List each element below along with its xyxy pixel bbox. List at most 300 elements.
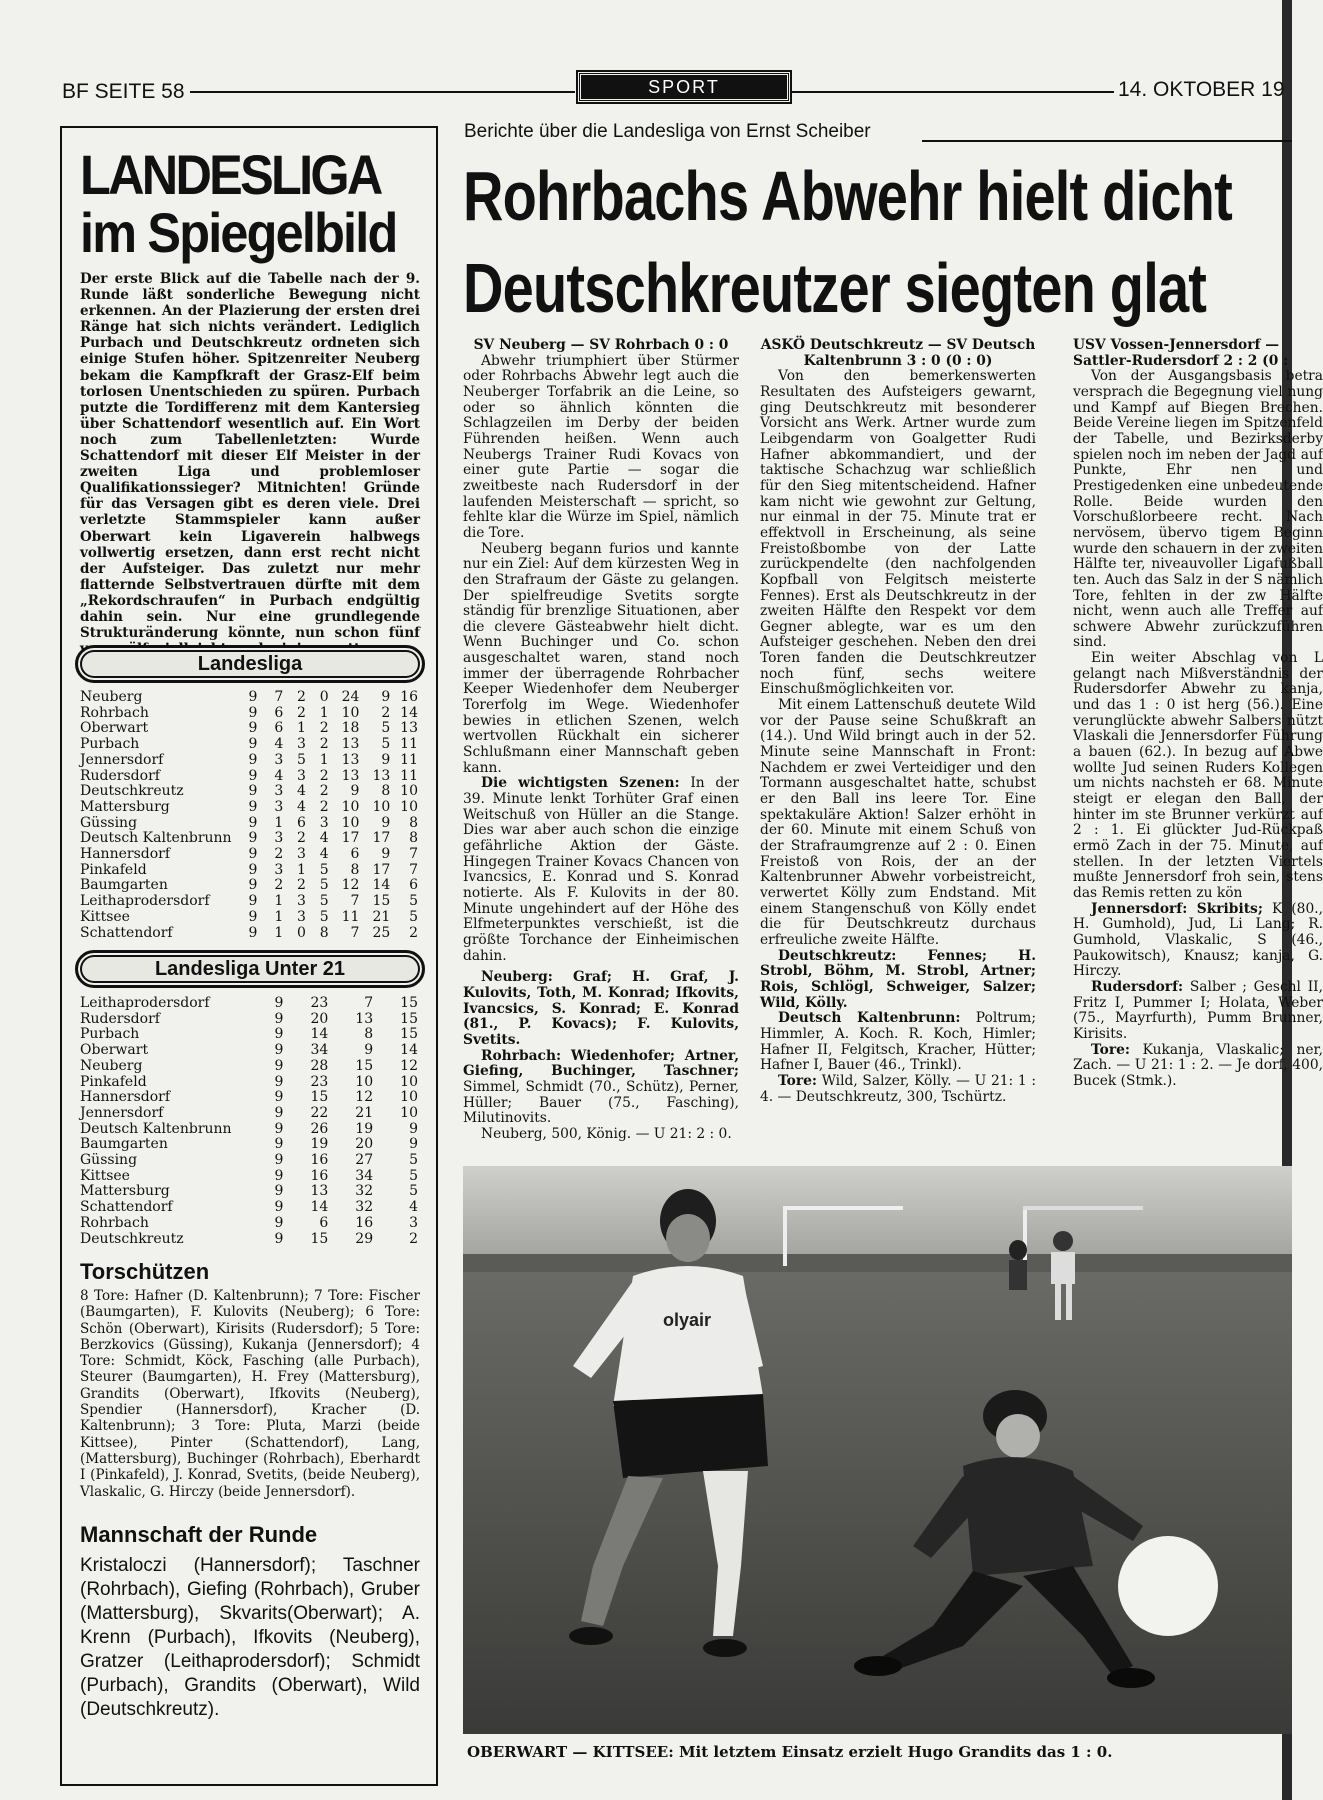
- table-cell: 5: [381, 720, 391, 737]
- table-row: [80, 753, 418, 769]
- table-cell: 9: [274, 1136, 284, 1153]
- scorers-list: 8 Tore: Hafner (D. Kaltenbrunn); 7 Tore: Fischer (Baumgarten), F. Kulovits (Neuberg); 6 Tore: Schön (Oberwart), Kirisits (Rudersdorf); 5 Tore: Berzkovics (Güssing), Kukanja (Jennersdorf); 4 Tore: Schmidt, Köck, Fasching (alle Purbach), Steurer (Baumgarten), H. Frey (Mattersburg), Grandits (Oberwart), Ifkovits (Neuberg), Spendier (Hannersdorf), Kracher (D. Kaltenbrunn); 3 Tore: Pluta, Marzi (beide Kittsee), Pinter (Schattendorf), Lang, (Mattersburg), Buchinger (Rohrbach), Eberhardt I (Pinkafeld), J. Konrad, Svetits, (beide Neuberg), Vlaskalic, G. Hirczy (beide Jennersdorf).: [80, 1288, 420, 1500]
- table-cell: 9: [248, 861, 258, 878]
- table-row: [80, 769, 418, 785]
- team-name: Jennersdorf: [80, 751, 164, 768]
- team-name: Purbach: [80, 1026, 140, 1043]
- table-cell: 9: [248, 689, 258, 705]
- table-cell: 1: [319, 704, 329, 721]
- table-row: [80, 1200, 418, 1216]
- table-cell: 2: [297, 689, 306, 705]
- sidebar-title-line1: LANDESLIGA: [80, 143, 381, 206]
- table-row: [80, 926, 418, 942]
- table-cell: 9: [274, 1230, 284, 1247]
- table-cell: 10: [400, 783, 418, 800]
- table-cell: 10: [341, 798, 360, 815]
- table-cell: 4: [409, 1199, 418, 1216]
- team-name: Leithaprodersdorf: [80, 893, 210, 910]
- table-cell: 4: [274, 767, 284, 784]
- table-cell: 5: [409, 908, 418, 925]
- table-cell: 1: [274, 893, 284, 910]
- table-cell: 8: [381, 783, 391, 800]
- table-cell: 9: [248, 736, 258, 753]
- table-cell: 3: [274, 783, 284, 800]
- table-cell: 5: [409, 1152, 418, 1169]
- table-cell: 1: [274, 908, 284, 925]
- team-of-round-title: Mannschaft der Runde: [80, 1522, 318, 1547]
- table-row: [80, 1043, 418, 1059]
- table-cell: 15: [400, 1026, 418, 1043]
- table-cell: 9: [409, 1120, 418, 1137]
- table-cell: 17: [372, 830, 391, 847]
- table-cell: 5: [319, 877, 329, 894]
- match-footer: [760, 1074, 1036, 1105]
- goals-label: Tore:: [778, 1072, 818, 1089]
- table-cell: 13: [341, 751, 360, 768]
- table-cell: 9: [350, 783, 360, 800]
- table-cell: 15: [400, 995, 418, 1011]
- table-cell: 11: [400, 751, 418, 768]
- table-cell: 16: [355, 1214, 374, 1231]
- table-cell: 13: [355, 1010, 374, 1027]
- table-row: [80, 847, 418, 863]
- table-cell: 3: [297, 893, 306, 910]
- table-cell: 14: [310, 1026, 329, 1043]
- photo-caption: OBERWART — KITTSEE: Mit letztem Einsatz erzielt Hugo Grandits das 1 : 0.: [467, 1743, 1113, 1761]
- table-row: [80, 706, 418, 722]
- table-cell: 4: [297, 783, 306, 800]
- table-cell: 10: [400, 1089, 418, 1106]
- table-cell: 10: [341, 704, 360, 721]
- table-cell: 20: [355, 1136, 374, 1153]
- table-cell: 0: [319, 689, 329, 705]
- table-cell: 9: [248, 814, 258, 831]
- table-cell: 5: [319, 908, 329, 925]
- match-photo: [463, 1166, 1292, 1734]
- table-cell: 15: [310, 1230, 329, 1247]
- table-row: [80, 831, 418, 847]
- table-cell: 9: [274, 1183, 284, 1200]
- table-cell: 9: [274, 1167, 284, 1184]
- lineup-text: Poltrum; Himmler, A. Koch. R. Koch, Himler; Hafner II, Felgitsch, Kracher, Hütter; Hafner I, Bauer (46., Trinkl).: [760, 1010, 1036, 1074]
- table-row: [80, 721, 418, 737]
- team-name: Deutschkreutz: [80, 783, 184, 800]
- table-cell: 2: [274, 846, 284, 863]
- table-row: [80, 784, 418, 800]
- table-cell: 1: [297, 720, 306, 737]
- table-row: [80, 1012, 418, 1028]
- match-footer: Neuberg, 500, König. — U 21: 2 : 0.: [481, 1125, 732, 1142]
- table-cell: 9: [381, 846, 391, 863]
- team-name: Schattendorf: [80, 924, 173, 941]
- table-cell: 12: [341, 877, 360, 894]
- table-cell: 4: [319, 830, 329, 847]
- team-name: Baumgarten: [80, 1136, 168, 1153]
- table-cell: 28: [310, 1057, 329, 1074]
- table-cell: 3: [274, 861, 284, 878]
- team-name: Kittsee: [80, 1167, 130, 1184]
- table-cell: 9: [274, 1026, 284, 1043]
- table-cell: 9: [248, 783, 258, 800]
- team-name: Rudersdorf: [80, 767, 160, 784]
- table-cell: 8: [319, 924, 329, 941]
- paragraph: Mit einem Lattenschuß deutete Wild vor der Pause seine Schußkraft an (14.). Und Wild bringt auch in der 52. Minute seine Mannschaft in Front: Nachdem er zwei Verteidiger und den Tormann ausgeschaltet hatte, schubst er den Ball ins leere Tor. Eine spektakuläre Aktion! Salzer erhöht in der 60. Minute mit einem Schuß von der Strafraumgrenze auf 2 : 0. Einen Freistoß von Rois, der an der Kaltenbrunner Abwehr vorbeistreicht, verwertet Kölly zum Endstand. Mit einem Stangenschuß von Kölly endet die für Deutschkreutz durchaus erfreuliche zweite Hälfte.: [760, 697, 1036, 948]
- table-cell: 16: [400, 689, 418, 705]
- table-row: [80, 1169, 418, 1185]
- table-cell: 19: [310, 1136, 329, 1153]
- table-cell: 18: [341, 720, 360, 737]
- table-cell: 9: [274, 1089, 284, 1106]
- match-title: USV Vossen-Jennersdorf — Sattler-Rudersdorf 2 : 2 (0 :: [1073, 337, 1289, 369]
- table-cell: 11: [400, 767, 418, 784]
- table-row: [80, 894, 418, 910]
- table-cell: 13: [372, 767, 391, 784]
- team-name: Deutsch Kaltenbrunn: [80, 1120, 232, 1137]
- table-cell: 14: [310, 1199, 329, 1216]
- table-row: [80, 1232, 418, 1248]
- table-cell: 4: [319, 846, 329, 863]
- table-cell: 14: [372, 877, 391, 894]
- table-row: [80, 1122, 418, 1138]
- team-name: Leithaprodersdorf: [80, 995, 210, 1011]
- team-name: Rohrbach: [80, 1214, 149, 1231]
- table-cell: 9: [248, 893, 258, 910]
- table-cell: 9: [274, 1010, 284, 1027]
- table-cell: 3: [409, 1214, 418, 1231]
- issue-date: 14. OKTOBER 19: [1118, 78, 1285, 101]
- scorers-title: Torschützen: [80, 1259, 210, 1284]
- goals-text: Kukanja, Vlaskalic; ner, Zach. — U 21: 1 : 2. — Je dorf, 400, Bucek (Stmk.).: [1073, 1041, 1323, 1089]
- page-number: BF SEITE 58: [62, 80, 185, 103]
- table-cell: 4: [274, 736, 284, 753]
- team-of-round: Kristaloczi (Hannersdorf); Taschner (Rohrbach), Giefing (Rohrbach), Gruber (Mattersburg), Skvarits(Oberwart); A. Krenn (Purbach), Ifkovits (Neuberg), Gratzer (Leithaprodersdorf); Schmidt (Purbach), Grandits (Oberwart), Wild (Deutschkreutz).: [80, 1555, 420, 1720]
- match-title: SV Neuberg — SV Rohrbach 0 : 0: [473, 337, 729, 353]
- table-cell: 23: [310, 995, 329, 1011]
- table-cell: 5: [409, 893, 418, 910]
- team-name: Hannersdorf: [80, 1089, 171, 1106]
- table-cell: 15: [400, 1010, 418, 1027]
- u21-table: [80, 996, 418, 1247]
- table-cell: 9: [248, 704, 258, 721]
- lineup-jennersdorf: [1073, 902, 1323, 980]
- table-cell: 15: [372, 893, 391, 910]
- sidebar-intro: Der erste Blick auf die Tabelle nach der 9. Runde läßt sonderliche Bewegung nicht erkennen. An der Plazierung der ersten drei Ränge hat sich nichts verändert. Lediglich Purbach und Deutschkreutz ordneten sich einige Stufen höher. Spitzenreiter Neuberg bekam die Kampfkraft der Grasz-Elf beim torlosen Unentschieden zu spüren. Purbach putzte die Tordifferenz mit dem Kantersieg über Schattendorf wesentlich auf. Ein Wort noch zum Tabellenletzten: Wurde Schattendorf mit dieser Elf Meister in der zweiten Liga und problemloser Qualifikationssieger? Mitnichten! Gründe für das Versagen gibt es deren viele. Drei verletzte Stammspieler kann außer Oberwart kein Ligaverein halbwegs vollwertig ersetzen, dann erst recht nicht der Aufsteiger. Das zuletzt nur mehr flatternde Selbstvertrauen dürfte mit dem „Rekordschraufen“ in Purbach endgültig dahin sein. Nur eine grundlegende Strukturänderung könnte, nun schon fünf: [80, 271, 420, 642]
- table-row: [80, 1075, 418, 1091]
- table-cell: 2: [319, 783, 329, 800]
- team-name: Rudersdorf: [80, 1010, 160, 1027]
- table-cell: 6: [274, 720, 284, 737]
- table-cell: 11: [341, 908, 360, 925]
- table-cell: 1: [274, 924, 284, 941]
- table-cell: 9: [381, 751, 391, 768]
- team-name: Neuberg: [80, 689, 143, 705]
- team-name: Oberwart: [80, 720, 149, 737]
- table-cell: 9: [248, 798, 258, 815]
- table-cell: 9: [248, 877, 258, 894]
- table-cell: 8: [350, 861, 360, 878]
- paragraph: Abwehr triumphiert über Stürmer oder Rohrbachs Abwehr legt auch die Neuberger Torfabrik an die Leine, so oder so ähnlich könnten die Schlagzeilen im Derby der beiden Führenden heißen. Wenn auch Neubergs Trainer Rudi Kovacs von einer gute Partie — sogar die zweitbeste nach Rudersdorf in der laufenden Meisterschaft — spricht, so fehlte klar die Würze im Spiel, nämlich die Tore.: [463, 352, 739, 541]
- table-cell: 3: [274, 798, 284, 815]
- shirt-sponsor: olyair: [663, 1310, 712, 1330]
- league-table-title: Landesliga: [75, 645, 425, 683]
- match-photo-illustration: [463, 1166, 1292, 1734]
- table-cell: 9: [248, 720, 258, 737]
- headline-line2: Deutschkreutzer siegten glat: [463, 249, 1207, 327]
- table-cell: 8: [409, 830, 418, 847]
- table-cell: 9: [248, 767, 258, 784]
- table-cell: 27: [355, 1152, 374, 1169]
- table-cell: 29: [355, 1230, 374, 1247]
- table-cell: 2: [381, 704, 391, 721]
- table-row: [80, 1090, 418, 1106]
- table-cell: 10: [400, 798, 418, 815]
- table-cell: 8: [364, 1026, 374, 1043]
- table-row: [80, 863, 418, 879]
- table-cell: 7: [409, 861, 418, 878]
- table-cell: 21: [372, 908, 391, 925]
- goals-label: Tore:: [1091, 1041, 1131, 1058]
- table-cell: 19: [355, 1120, 374, 1137]
- table-cell: 9: [409, 1136, 418, 1153]
- paragraph: [463, 776, 739, 964]
- table-cell: 3: [297, 846, 306, 863]
- table-cell: 9: [274, 1199, 284, 1216]
- table-cell: 9: [274, 1120, 284, 1137]
- table-cell: 34: [310, 1042, 329, 1059]
- table-row: [80, 737, 418, 753]
- table-row: [80, 1137, 418, 1153]
- table-cell: 22: [310, 1104, 329, 1121]
- table-cell: 9: [274, 1042, 284, 1059]
- lineup-deutschkreutz: Deutschkreutz: Fennes; H. Strobl, Böhm, M. Strobl, Artner; Rois, Schlögl, Schweiger, Salzer; Wild, Kölly.: [760, 947, 1036, 1011]
- article-deutschkreutz-kaltenbrunn: [760, 338, 1036, 1105]
- table-cell: 4: [297, 798, 306, 815]
- team-name: Jennersdorf: [80, 1104, 164, 1121]
- table-row: [80, 690, 418, 706]
- table-cell: 1: [319, 751, 329, 768]
- paragraph: Von den bemerkenswerten Resultaten des Aufsteigers gewarnt, ging Deutschkreutz mit besonderer Vorsicht ans Werk. Artner wurde zum Leibgendarm von Goalgetter Rudi Hafner abkommandiert, und der taktische Schachzug war schließlich für den Sieg mitentscheidend. Hafner kam nicht wie gewohnt zur Geltung, nur einmal in der 75. Minute trat er effektvoll in Erscheinung, als seine Freistoßbombe von der Latte zurückpendelte (den nachfolgenden Kopfball von Felgitsch meisterte Fennes). Erst als Deutschkreutz in der zweiten Hälfte den Respekt vor dem Gegner ablegte, war es um den Aufsteiger geschehen. Neben den drei Toren fanden die Deutschkreutzer noch fünf, sechs weitere Einschußmöglichkeiten vor.: [760, 368, 1036, 698]
- table-cell: 3: [297, 908, 306, 925]
- team-name: Pinkafeld: [80, 1073, 147, 1090]
- team-name: Kittsee: [80, 908, 130, 925]
- table-row: [80, 1184, 418, 1200]
- table-cell: 15: [355, 1057, 374, 1074]
- table-cell: 6: [297, 814, 306, 831]
- table-cell: 24: [341, 689, 360, 705]
- table-cell: 9: [381, 689, 391, 705]
- lineup-text: Salber ; Geschl II, Fritz I, Pummer I; Holata, Weber (75., Mayrfurth), Pumm Brunner, Kirisits.: [1073, 978, 1323, 1042]
- paragraph: Von der Ausgangsbasis betra versprach die Begegnung viel nung und Kampf auf Biegen Brechen. Beide Vereine liegen im Spitzenfeld der Tabelle, und Bezirksderby spielen noch im neben der Jagd auf Punkte, Ehr nen und Prestigedenken eine unbedeutende Rolle. Beide wurden den Vorschußlorbeere recht. Nach nervösem, übervo tigem Beginn wurde den schauern in der zweiten Hälfte ter, niveauvoller Ligafußball ten. Auch das Salz in der S nämlich Tore, fehlten in der zw Hälfte nicht, wenn auch alle Treffer auf schwere Abwehr zurückzuführen sind.: [1073, 368, 1323, 651]
- table-cell: 2: [297, 877, 306, 894]
- table-cell: 9: [248, 830, 258, 847]
- header-rule-right: [792, 91, 1114, 93]
- table-cell: 6: [274, 704, 284, 721]
- lineup-label: Deutsch Kaltenbrunn:: [778, 1010, 961, 1027]
- table-cell: 10: [355, 1073, 374, 1090]
- table-cell: 17: [372, 861, 391, 878]
- team-name: Baumgarten: [80, 877, 168, 894]
- match-title: ASKÖ Deutschkreutz — SV Deutsch Kaltenbrunn 3 : 0 (0 : 0): [760, 337, 1036, 369]
- article-neuberg-rohrbach: [463, 338, 739, 1142]
- table-row: [80, 1216, 418, 1232]
- table-cell: 9: [248, 846, 258, 863]
- table-cell: 2: [319, 736, 329, 753]
- scenes-label: Die wichtigsten Szenen:: [481, 775, 680, 792]
- table-cell: 1: [297, 861, 306, 878]
- lineup-label: Jennersdorf: Skribits;: [1091, 900, 1263, 917]
- table-cell: 2: [297, 830, 306, 847]
- team-name: Schattendorf: [80, 1199, 173, 1216]
- table-cell: 5: [319, 861, 329, 878]
- table-cell: 13: [310, 1183, 329, 1200]
- team-name: Pinkafeld: [80, 861, 147, 878]
- table-cell: 10: [400, 1073, 418, 1090]
- table-cell: 6: [319, 1214, 329, 1231]
- table-cell: 2: [319, 720, 329, 737]
- team-name: Neuberg: [80, 1057, 143, 1074]
- table-cell: 10: [341, 814, 360, 831]
- table-cell: 6: [350, 846, 360, 863]
- table-cell: 14: [400, 704, 418, 721]
- table-cell: 2: [409, 1230, 418, 1247]
- table-cell: 9: [274, 995, 284, 1011]
- table-cell: 9: [248, 751, 258, 768]
- team-name: Güssing: [80, 814, 138, 831]
- team-name: Oberwart: [80, 1042, 149, 1059]
- table-cell: 13: [341, 767, 360, 784]
- table-cell: 12: [355, 1089, 374, 1106]
- table-cell: 3: [297, 736, 306, 753]
- table-cell: 2: [319, 798, 329, 815]
- table-cell: 12: [400, 1057, 418, 1074]
- table-cell: 11: [400, 736, 418, 753]
- table-cell: 15: [310, 1089, 329, 1106]
- table-cell: 34: [355, 1167, 374, 1184]
- table-cell: 5: [319, 893, 329, 910]
- paragraph: Neuberg begann furios und kannte nur ein Ziel: Auf dem kürzesten Weg in den Strafraum der Gäste zu gelangen. Der spielfreudige Svetits sorgte ständig für brenzlige Situationen, aber die clevere Gästeabwehr hielt dicht. Wenn Buchinger und Co. schon ausgeschaltet waren, stand noch immer der überragende Rohrbacher Keeper Wiedenhofer dem Neuberger Torerfolg im Wege. Wiedenhofer bewies in etlichen Szenen, welch wertvollen Rückhalt ein sicherer Schlußmann einer Mannschaft geben kann.: [463, 540, 739, 776]
- table-row: [80, 1106, 418, 1122]
- table-row: [80, 878, 418, 894]
- table-cell: 7: [409, 846, 418, 863]
- table-cell: 9: [248, 924, 258, 941]
- team-name: Deutschkreutz: [80, 1230, 184, 1247]
- table-cell: 9: [274, 1214, 284, 1231]
- table-cell: 32: [355, 1199, 374, 1216]
- table-cell: 2: [319, 767, 329, 784]
- lineup-rohrbach: [463, 1049, 739, 1127]
- table-cell: 2: [274, 877, 284, 894]
- team-name: Mattersburg: [80, 798, 170, 815]
- table-cell: 0: [297, 924, 306, 941]
- team-name: Güssing: [80, 1152, 138, 1169]
- sidebar-title-line2: im Spiegelbild: [80, 201, 397, 264]
- goals-text: Wild, Salzer, Kölly. — U 21: 1 : 4. — Deutschkreutz, 300, Tschürtz.: [760, 1072, 1036, 1105]
- table-cell: 25: [372, 924, 391, 941]
- team-name: Purbach: [80, 736, 140, 753]
- table-cell: 16: [310, 1152, 329, 1169]
- lineup-label: Rudersdorf:: [1091, 978, 1184, 995]
- section-label: SPORT: [578, 72, 790, 102]
- table-cell: 10: [372, 798, 391, 815]
- u21-table-title: Landesliga Unter 21: [75, 950, 425, 988]
- team-name: Hannersdorf: [80, 846, 171, 863]
- table-cell: 10: [400, 1104, 418, 1121]
- table-cell: 7: [350, 924, 360, 941]
- table-cell: 3: [319, 814, 329, 831]
- table-cell: 16: [310, 1167, 329, 1184]
- table-cell: 13: [341, 736, 360, 753]
- table-row: [80, 910, 418, 926]
- table-cell: 14: [400, 1042, 418, 1059]
- lineup-kaltenbrunn: [760, 1011, 1036, 1074]
- lineup-text: Simmel, Schmidt (70., Schütz), Perner, Hüller; Bauer (75., Fasching), Milutinovits.: [463, 1078, 739, 1127]
- paragraph: Ein weiter Abschlag von L gelangt nach Mißverständnis der Rudersdorfer Abwehr zu kanja, und das 1 : 0 ist herg (56.). Eine verunglückte abwehr Salbers nützt Vlaskali die Jennersdorfer Führung a bauen (62.). In bezug auf Abwe wollte Jud seinen Ruders Kollegen um nichts nachsteh er 68. Minute steigt er elegan den Ball, der hinter im ste Brunner verkürzt auf 2 : 1. Ei glückter Jud-Rückpaß ermö Zach in der 75. Minute, auf stellen. In der letzten Viertels mußte Jennersdorf froh sein, stens das Remis retten zu kön: [1073, 650, 1323, 901]
- table-cell: 21: [355, 1104, 374, 1121]
- table-cell: 32: [355, 1183, 374, 1200]
- table-cell: 5: [381, 736, 391, 753]
- table-cell: 3: [297, 767, 306, 784]
- lineup-neuberg: Neuberg: Graf; H. Graf, J. Kulovits, Toth, M. Konrad; Ifkovits, Ivancsics, S. Konrad; E. Konrad (81., P. Kovacs); F. Kulovits, Svetits.: [463, 969, 739, 1048]
- headline-line1: Rohrbachs Abwehr hielt dicht: [463, 157, 1232, 235]
- kicker-rule: [922, 140, 1292, 142]
- table-row: [80, 1153, 418, 1169]
- table-cell: 8: [409, 814, 418, 831]
- table-cell: 9: [274, 1152, 284, 1169]
- table-cell: 9: [274, 1073, 284, 1090]
- scenes-text: In der 39. Minute lenkt Torhüter Graf einen Weitschuß von Hüller an die Stange. Dies war aber auch schon die einzige gefährliche Aktion der Gäste. Hingegen Trainer Kovacs Chancen von Ivancsics, E. Konrad und S. Konrad notierte. Als F. Kulovits in der 80. Minute ungehindert auf der Höhe des Elfmeterpunktes verschießt, ist die größte Torchance der Einheimischen dahin.: [463, 775, 739, 964]
- ball: [1118, 1536, 1218, 1636]
- table-row: [80, 1027, 418, 1043]
- article-jennersdorf-rudersdorf: [1073, 338, 1323, 1090]
- table-cell: 23: [310, 1073, 329, 1090]
- table-cell: 3: [274, 751, 284, 768]
- match-footer: [1073, 1043, 1323, 1090]
- table-cell: 9: [248, 908, 258, 925]
- table-cell: 26: [310, 1120, 329, 1137]
- kicker: Berichte über die Landesliga von Ernst Scheiber: [464, 121, 871, 142]
- article-columns: [463, 337, 1323, 1160]
- table-cell: 7: [364, 995, 374, 1011]
- table-cell: 13: [400, 720, 418, 737]
- team-name: Mattersburg: [80, 1183, 170, 1200]
- table-cell: 20: [310, 1010, 329, 1027]
- league-table: [80, 690, 418, 941]
- team-name: Deutsch Kaltenbrunn: [80, 830, 232, 847]
- table-cell: 9: [381, 814, 391, 831]
- table-cell: 1: [274, 814, 284, 831]
- lineup-text: K (80., H. Gumhold), Jud, Li Lang; R. Gumhold, Vlaskalic, S (46., Paukowitsch), Knausz; kanja, G. Hirczy.: [1073, 900, 1323, 980]
- table-cell: 2: [297, 704, 306, 721]
- header-rule-left: [190, 91, 575, 93]
- table-cell: 7: [350, 893, 360, 910]
- table-cell: 5: [409, 1183, 418, 1200]
- table-cell: 5: [297, 751, 306, 768]
- table-cell: 3: [274, 830, 284, 847]
- team-name: Rohrbach: [80, 704, 149, 721]
- lineup-rudersdorf: [1073, 980, 1323, 1043]
- table-row: [80, 1059, 418, 1075]
- table-cell: 7: [274, 689, 284, 705]
- table-row: [80, 996, 418, 1012]
- lineup-label: Rohrbach: Wiedenhofer; Artner, Giefing, Buchinger, Taschner;: [463, 1047, 739, 1080]
- table-cell: 5: [409, 1167, 418, 1184]
- table-cell: 6: [409, 877, 418, 894]
- table-row: [80, 800, 418, 816]
- table-cell: 9: [274, 1057, 284, 1074]
- table-cell: 2: [409, 924, 418, 941]
- table-cell: 9: [274, 1104, 284, 1121]
- table-cell: 9: [364, 1042, 374, 1059]
